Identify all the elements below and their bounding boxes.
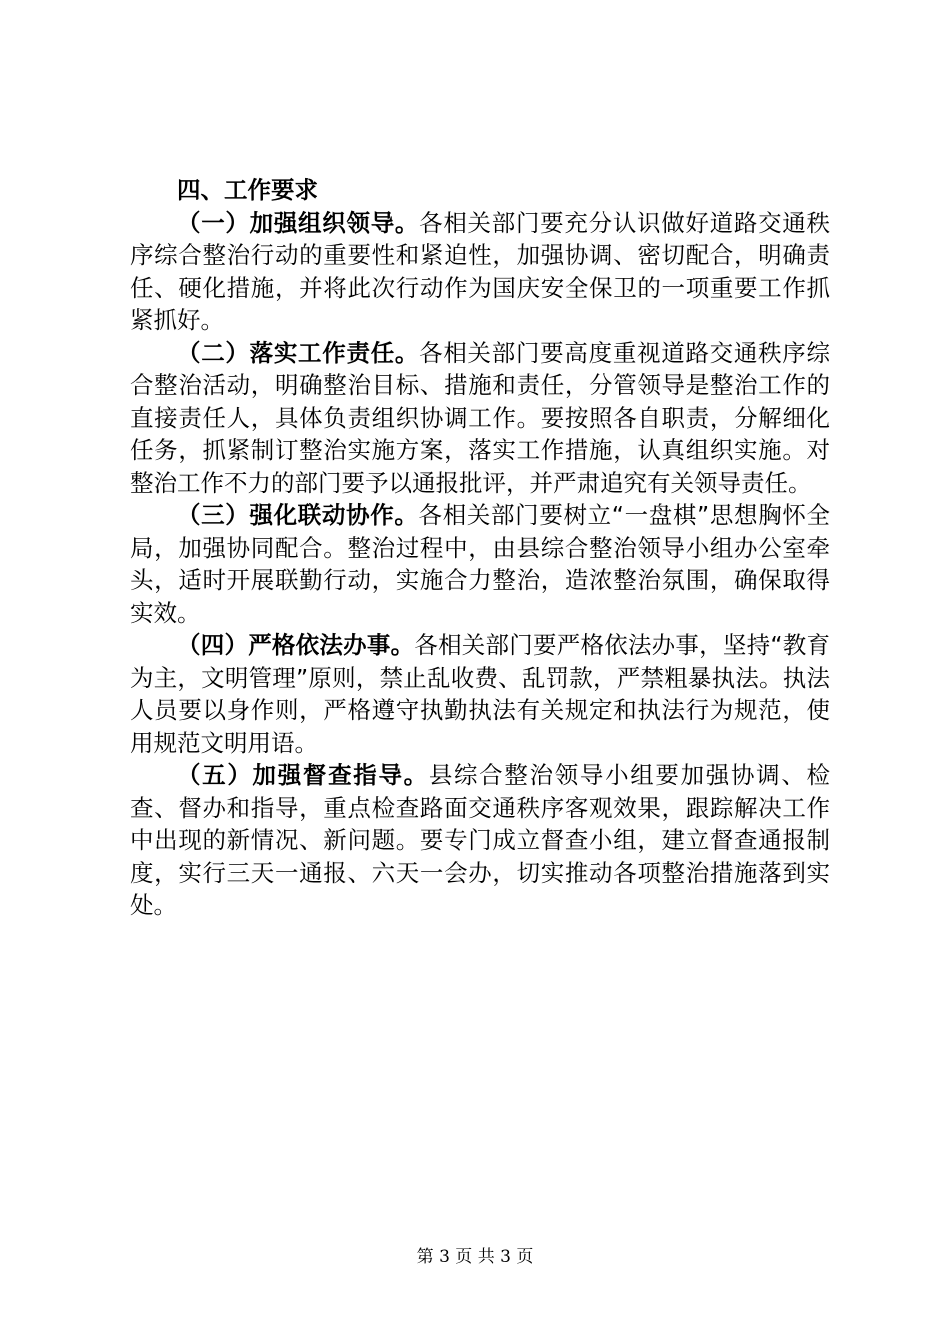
paragraph-1-body: 各相关部门要充分认识做好道路交通秩序综合整治行动的重要性和紧迫性，加强协调、密切配合，明确责任、硬化措施，并将此次行动作为国庆安全保卫的一项重要工作抓紧抓好。 xyxy=(130,208,831,334)
document-body xyxy=(130,174,830,922)
paragraph-3-body: 各相关部门要树立“一盘棋”思想胸怀全局，加强协同配合。整治过程中，由县综合整治领导小组办公室牵头，适时开展联勤行动，实施合力整治，造浓整治氛围，确保取得实效。 xyxy=(130,501,831,627)
paragraph-1-lead: （一）加强组织领导。 xyxy=(177,208,420,237)
paragraph-4-body: 各相关部门要严格依法办事，坚持“教育为主，文明管理”原则，禁止乱收费、乱罚款，严禁粗暴执法。执法人员要以身作则，严格遵守执勤执法有关规定和执法行为规范，使用规范文明用语。 xyxy=(130,631,830,757)
paragraph-3-lead: （三）强化联动协作。 xyxy=(177,501,419,529)
paragraph-5 xyxy=(130,759,830,922)
section-heading: 四、工作要求 xyxy=(177,176,318,204)
paragraph-2-lead: （二）落实工作责任。 xyxy=(177,338,420,367)
page-number-footer: 第 3 页 共 3 页 xyxy=(416,1247,534,1267)
paragraph-1 xyxy=(130,207,830,337)
paragraph-2-body: 各相关部门要高度重视道路交通秩序综合整治活动，明确整治目标、措施和责任，分管领导是整治工作的直接责任人，具体负责组织协调工作。要按照各自职责，分解细化任务，抓紧制订整治实施方案，落实工作措施，认真组织实施。对整治工作不力的部门要予以通报批评，并严肃追究有关领导责任。 xyxy=(130,338,831,497)
paragraph-5-lead: （五）加强督查指导。 xyxy=(177,761,429,789)
paragraph-2 xyxy=(130,337,830,500)
paragraph-4-lead: （四）严格依法办事。 xyxy=(177,631,415,659)
paragraph-5-body: 县综合整治领导小组要加强协调、检查、督办和指导，重点检查路面交通秩序客观效果，跟踪解决工作中出现的新情况、新问题。要专门成立督查小组，建立督查通报制度，实行三天一通报、六天一会办，切实推动各项整治措施落到实处。 xyxy=(130,761,831,919)
paragraph-3 xyxy=(130,499,830,629)
paragraph-4 xyxy=(130,629,830,759)
